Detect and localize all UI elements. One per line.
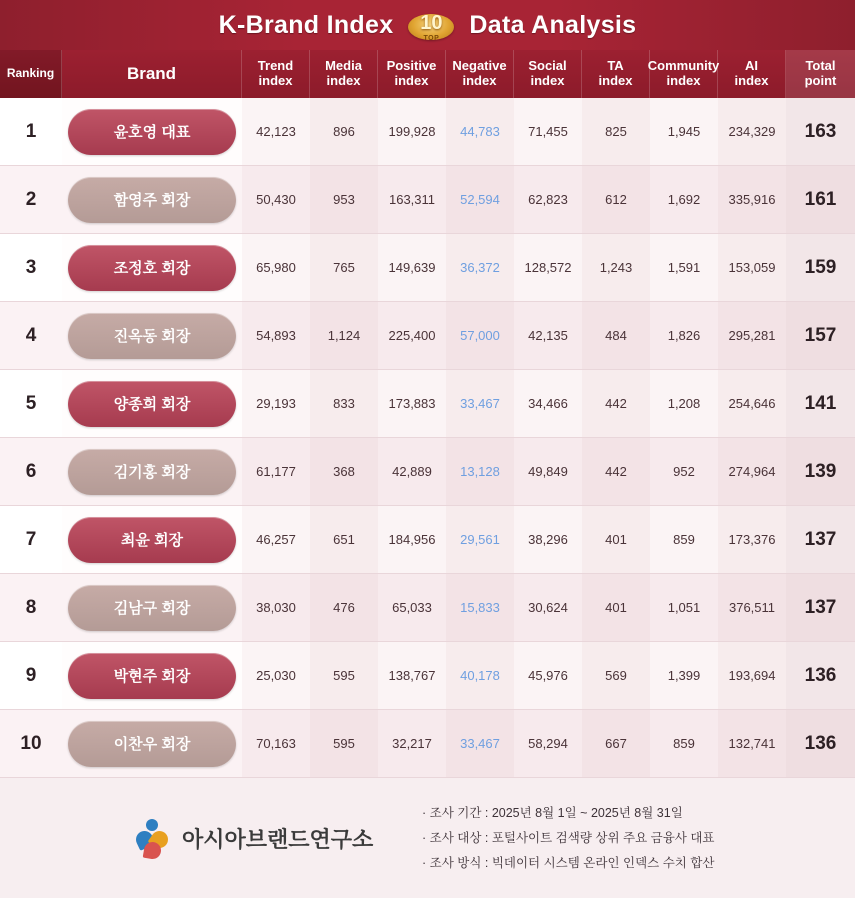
cell-community-index-value: 1,399 (667, 668, 701, 683)
cell-social-index-value: 45,976 (528, 668, 568, 683)
cell-community-index (650, 438, 718, 505)
cell-community-index-value: 1,692 (667, 192, 701, 207)
cell-brand (62, 642, 242, 709)
cell-ta-index (582, 98, 650, 165)
cell-media-index-value: 651 (333, 532, 355, 547)
cell-positive-index (378, 574, 446, 641)
badge-label: TOP (423, 35, 440, 42)
brand-pill[interactable]: 최윤 회장 (68, 517, 236, 563)
cell-total-point-value: 161 (804, 188, 837, 210)
cell-social-index-value: 71,455 (528, 124, 568, 139)
cell-negative-index-value: 13,128 (460, 464, 500, 479)
cell-total-point (786, 234, 855, 301)
cell-rank: 4 (0, 302, 62, 369)
cell-community-index-value: 1,208 (667, 396, 701, 411)
cell-media-index (310, 642, 378, 709)
cell-ai-index (718, 98, 786, 165)
cell-social-index (514, 710, 582, 777)
cell-community-index (650, 166, 718, 233)
cell-trend-index (242, 506, 310, 573)
cell-positive-index (378, 98, 446, 165)
cell-negative-index-value: 57,000 (460, 328, 500, 343)
cell-media-index-value: 1,124 (327, 328, 361, 343)
cell-trend-index (242, 98, 310, 165)
brand-pill[interactable]: 이찬우 회장 (68, 721, 236, 767)
cell-ai-index-value: 376,511 (728, 600, 776, 615)
cell-community-index-value: 1,051 (667, 600, 701, 615)
cell-ai-index-value: 335,916 (728, 192, 776, 207)
cell-rank: 7 (0, 506, 62, 573)
cell-ta-index (582, 234, 650, 301)
cell-positive-index-value: 138,767 (388, 668, 436, 683)
table-row[interactable] (0, 234, 855, 302)
organization-name: 아시아브랜드연구소 (182, 826, 374, 852)
cell-ta-index-value: 484 (605, 328, 627, 343)
brand-pill[interactable]: 진옥동 회장 (68, 313, 236, 359)
cell-negative-index-value: 29,561 (460, 532, 500, 547)
table-row[interactable] (0, 574, 855, 642)
cell-social-index (514, 302, 582, 369)
col-ai-index (718, 50, 786, 98)
brand-pill[interactable]: 조정호 회장 (68, 245, 236, 291)
cell-social-index-value: 30,624 (528, 600, 568, 615)
cell-total-point-value: 137 (804, 596, 837, 618)
cell-ai-index (718, 710, 786, 777)
cell-community-index-value: 859 (673, 736, 695, 751)
cell-media-index (310, 710, 378, 777)
cell-ta-index-value: 612 (605, 192, 627, 207)
col-negative-line2: index (462, 73, 497, 88)
cell-brand (62, 710, 242, 777)
cell-rank: 2 (0, 166, 62, 233)
table-row[interactable] (0, 642, 855, 710)
cell-social-index-value: 58,294 (528, 736, 568, 751)
col-ai-line2: index (734, 73, 769, 88)
cell-trend-index (242, 302, 310, 369)
cell-negative-index (446, 370, 514, 437)
cell-ai-index (718, 642, 786, 709)
cell-negative-index (446, 166, 514, 233)
survey-note-period: · 조사 기간 : 2025년 8월 1일 ~ 2025년 8월 31일 (422, 805, 683, 820)
col-social-index (514, 50, 582, 98)
cell-ai-index-value: 274,964 (728, 464, 776, 479)
col-positive-line1: Positive (386, 58, 437, 74)
col-media-index (310, 50, 378, 98)
cell-negative-index (446, 234, 514, 301)
cell-ta-index (582, 710, 650, 777)
cell-ta-index-value: 569 (605, 668, 627, 683)
cell-brand (62, 98, 242, 165)
cell-ta-index-value: 401 (605, 600, 627, 615)
cell-trend-index (242, 710, 310, 777)
table-row[interactable] (0, 302, 855, 370)
cell-community-index-value: 952 (673, 464, 695, 479)
cell-social-index (514, 574, 582, 641)
cell-trend-index (242, 234, 310, 301)
cell-negative-index (446, 302, 514, 369)
cell-total-point (786, 438, 855, 505)
cell-media-index (310, 302, 378, 369)
cell-social-index-value: 62,823 (528, 192, 568, 207)
cell-rank: 1 (0, 98, 62, 165)
cell-social-index (514, 166, 582, 233)
cell-trend-index-value: 46,257 (256, 532, 296, 547)
page-title-right: Data Analysis (469, 10, 637, 39)
col-ta-index (582, 50, 650, 98)
cell-ta-index-value: 825 (605, 124, 627, 139)
cell-media-index (310, 370, 378, 437)
col-community-line1: Community (647, 58, 720, 74)
cell-total-point-value: 139 (804, 460, 837, 482)
table-header-row (0, 50, 855, 98)
cell-trend-index-value: 50,430 (256, 192, 296, 207)
cell-positive-index-value: 149,639 (388, 260, 436, 275)
cell-media-index-value: 595 (333, 736, 355, 751)
cell-negative-index-value: 36,372 (460, 260, 500, 275)
cell-media-index-value: 896 (333, 124, 355, 139)
cell-positive-index (378, 438, 446, 505)
table-row[interactable] (0, 98, 855, 166)
cell-media-index-value: 476 (333, 600, 355, 615)
cell-media-index (310, 506, 378, 573)
cell-positive-index (378, 370, 446, 437)
cell-trend-index-value: 38,030 (256, 600, 296, 615)
cell-negative-index-value: 15,833 (460, 600, 500, 615)
cell-ta-index-value: 667 (605, 736, 627, 751)
cell-rank: 5 (0, 370, 62, 437)
cell-total-point (786, 642, 855, 709)
cell-negative-index-value: 52,594 (460, 192, 500, 207)
cell-media-index-value: 953 (333, 192, 355, 207)
cell-community-index (650, 574, 718, 641)
cell-media-index-value: 595 (333, 668, 355, 683)
cell-brand (62, 574, 242, 641)
cell-ai-index-value: 153,059 (728, 260, 776, 275)
col-social-line1: Social (528, 58, 567, 74)
cell-ai-index-value: 193,694 (728, 668, 776, 683)
cell-ai-index-value: 132,741 (728, 736, 776, 751)
cell-media-index-value: 368 (333, 464, 355, 479)
cell-trend-index-value: 54,893 (256, 328, 296, 343)
cell-negative-index-value: 33,467 (460, 736, 500, 751)
table-row[interactable] (0, 370, 855, 438)
col-trend-line1: Trend (257, 58, 294, 74)
cell-community-index-value: 1,591 (667, 260, 701, 275)
cell-community-index-value: 859 (673, 532, 695, 547)
brand-pill[interactable]: 윤호영 대표 (68, 109, 236, 155)
cell-ta-index (582, 506, 650, 573)
cell-ai-index (718, 234, 786, 301)
col-trend-line2: index (258, 73, 293, 88)
cell-ai-index (718, 506, 786, 573)
cell-community-index (650, 642, 718, 709)
cell-media-index-value: 765 (333, 260, 355, 275)
cell-social-index (514, 642, 582, 709)
col-total-line1: Total (805, 58, 836, 74)
cell-rank: 3 (0, 234, 62, 301)
cell-ta-index (582, 166, 650, 233)
cell-brand (62, 302, 242, 369)
cell-trend-index-value: 42,123 (256, 124, 296, 139)
cell-brand (62, 438, 242, 505)
brand-pill[interactable]: 김기홍 회장 (68, 449, 236, 495)
col-positive-index (378, 50, 446, 98)
page-title-left: K-Brand Index (218, 10, 394, 39)
cell-trend-index (242, 166, 310, 233)
cell-ta-index (582, 302, 650, 369)
survey-notes (422, 801, 714, 876)
organization-brandmark (22, 818, 402, 858)
cell-social-index (514, 98, 582, 165)
table-row[interactable] (0, 166, 855, 234)
cell-negative-index (446, 642, 514, 709)
badge-number: 10 (420, 11, 443, 34)
cell-ta-index (582, 574, 650, 641)
cell-total-point-value: 141 (804, 392, 837, 414)
cell-total-point-value: 159 (804, 256, 837, 278)
cell-positive-index-value: 65,033 (392, 600, 432, 615)
cell-trend-index-value: 29,193 (256, 396, 296, 411)
col-positive-line2: index (394, 73, 429, 88)
cell-positive-index (378, 642, 446, 709)
cell-negative-index (446, 506, 514, 573)
cell-total-point-value: 163 (804, 120, 837, 142)
cell-positive-index (378, 234, 446, 301)
col-media-line1: Media (325, 58, 362, 74)
col-media-line2: index (326, 73, 361, 88)
col-negative-line1: Negative (452, 58, 507, 74)
cell-trend-index (242, 642, 310, 709)
cell-social-index (514, 438, 582, 505)
title-bar (0, 0, 855, 50)
cell-rank: 9 (0, 642, 62, 709)
cell-social-index-value: 38,296 (528, 532, 568, 547)
cell-ta-index-value: 442 (605, 464, 627, 479)
cell-ta-index-value: 401 (605, 532, 627, 547)
cell-rank: 8 (0, 574, 62, 641)
cell-trend-index (242, 574, 310, 641)
cell-trend-index-value: 25,030 (256, 668, 296, 683)
col-brand: Brand (62, 50, 242, 98)
cell-community-index (650, 710, 718, 777)
cell-trend-index-value: 61,177 (256, 464, 296, 479)
cell-ta-index (582, 370, 650, 437)
cell-media-index (310, 166, 378, 233)
col-total-line2: point (804, 73, 837, 88)
cell-community-index-value: 1,826 (667, 328, 701, 343)
cell-positive-index-value: 225,400 (388, 328, 436, 343)
cell-positive-index-value: 173,883 (388, 396, 436, 411)
cell-social-index-value: 128,572 (524, 260, 572, 275)
col-total-point (786, 50, 855, 98)
cell-social-index-value: 49,849 (528, 464, 568, 479)
cell-total-point-value: 137 (804, 528, 837, 550)
cell-community-index (650, 302, 718, 369)
col-community-index (647, 50, 720, 98)
brand-pill[interactable]: 김남구 회장 (68, 585, 236, 631)
cell-brand (62, 370, 242, 437)
table-row[interactable] (0, 438, 855, 506)
cell-positive-index-value: 199,928 (388, 124, 436, 139)
cell-negative-index-value: 40,178 (460, 668, 500, 683)
cell-media-index-value: 833 (333, 396, 355, 411)
cell-positive-index (378, 506, 446, 573)
cell-ta-index-value: 1,243 (599, 260, 633, 275)
brand-pill[interactable]: 함영주 회장 (68, 177, 236, 223)
cell-brand (62, 166, 242, 233)
cell-positive-index-value: 184,956 (388, 532, 436, 547)
cell-ai-index (718, 166, 786, 233)
cell-ta-index (582, 642, 650, 709)
cell-negative-index-value: 33,467 (460, 396, 500, 411)
table-row[interactable] (0, 710, 855, 778)
brand-pill[interactable]: 박현주 회장 (68, 653, 236, 699)
col-ranking: Ranking (0, 50, 62, 98)
cell-ai-index (718, 438, 786, 505)
cell-trend-index (242, 438, 310, 505)
cell-total-point (786, 710, 855, 777)
cell-ai-index-value: 234,329 (728, 124, 776, 139)
table-body (0, 98, 855, 778)
table-row[interactable] (0, 506, 855, 574)
cell-negative-index (446, 574, 514, 641)
cell-rank: 10 (0, 710, 62, 777)
cell-positive-index (378, 710, 446, 777)
cell-social-index-value: 34,466 (528, 396, 568, 411)
cell-trend-index-value: 65,980 (256, 260, 296, 275)
cell-total-point (786, 574, 855, 641)
cell-total-point (786, 506, 855, 573)
cell-ai-index (718, 370, 786, 437)
institute-logo-icon (132, 818, 172, 858)
cell-total-point (786, 166, 855, 233)
cell-negative-index-value: 44,783 (460, 124, 500, 139)
cell-ai-index (718, 574, 786, 641)
top10-badge-icon (403, 5, 459, 45)
cell-ta-index (582, 438, 650, 505)
footer (0, 778, 855, 898)
cell-trend-index (242, 370, 310, 437)
col-social-line2: index (530, 73, 565, 88)
cell-positive-index-value: 163,311 (388, 192, 436, 207)
cell-social-index-value: 42,135 (528, 328, 568, 343)
col-ai-line1: AI (745, 58, 758, 74)
cell-total-point (786, 302, 855, 369)
cell-total-point-value: 136 (804, 732, 837, 754)
cell-positive-index (378, 166, 446, 233)
cell-positive-index-value: 42,889 (392, 464, 432, 479)
cell-media-index (310, 234, 378, 301)
cell-total-point (786, 370, 855, 437)
cell-brand (62, 234, 242, 301)
cell-total-point-value: 157 (804, 324, 837, 346)
cell-community-index-value: 1,945 (667, 124, 701, 139)
cell-media-index (310, 574, 378, 641)
cell-positive-index-value: 32,217 (392, 736, 432, 751)
cell-trend-index-value: 70,163 (256, 736, 296, 751)
cell-positive-index (378, 302, 446, 369)
cell-community-index (650, 98, 718, 165)
cell-negative-index (446, 98, 514, 165)
cell-brand (62, 506, 242, 573)
col-community-line2: index (666, 73, 701, 88)
survey-note-method: · 조사 방식 : 빅데이터 시스템 온라인 인덱스 수치 합산 (422, 855, 715, 870)
cell-ai-index-value: 254,646 (728, 396, 776, 411)
cell-total-point-value: 136 (804, 664, 837, 686)
brand-pill[interactable]: 양종희 회장 (68, 381, 236, 427)
cell-ai-index-value: 295,281 (728, 328, 776, 343)
cell-negative-index (446, 710, 514, 777)
cell-media-index (310, 98, 378, 165)
col-trend-index (242, 50, 310, 98)
cell-community-index (650, 506, 718, 573)
cell-community-index (650, 234, 718, 301)
survey-note-target: · 조사 대상 : 포털사이트 검색량 상위 주요 금융사 대표 (422, 830, 715, 845)
cell-social-index (514, 506, 582, 573)
cell-community-index (650, 370, 718, 437)
col-negative-index (446, 50, 514, 98)
cell-negative-index (446, 438, 514, 505)
col-ta-line2: index (598, 73, 633, 88)
cell-social-index (514, 234, 582, 301)
col-ta-line1: TA (607, 58, 624, 74)
cell-ai-index-value: 173,376 (728, 532, 776, 547)
cell-ta-index-value: 442 (605, 396, 627, 411)
cell-rank: 6 (0, 438, 62, 505)
cell-media-index (310, 438, 378, 505)
cell-total-point (786, 98, 855, 165)
cell-ai-index (718, 302, 786, 369)
cell-social-index (514, 370, 582, 437)
